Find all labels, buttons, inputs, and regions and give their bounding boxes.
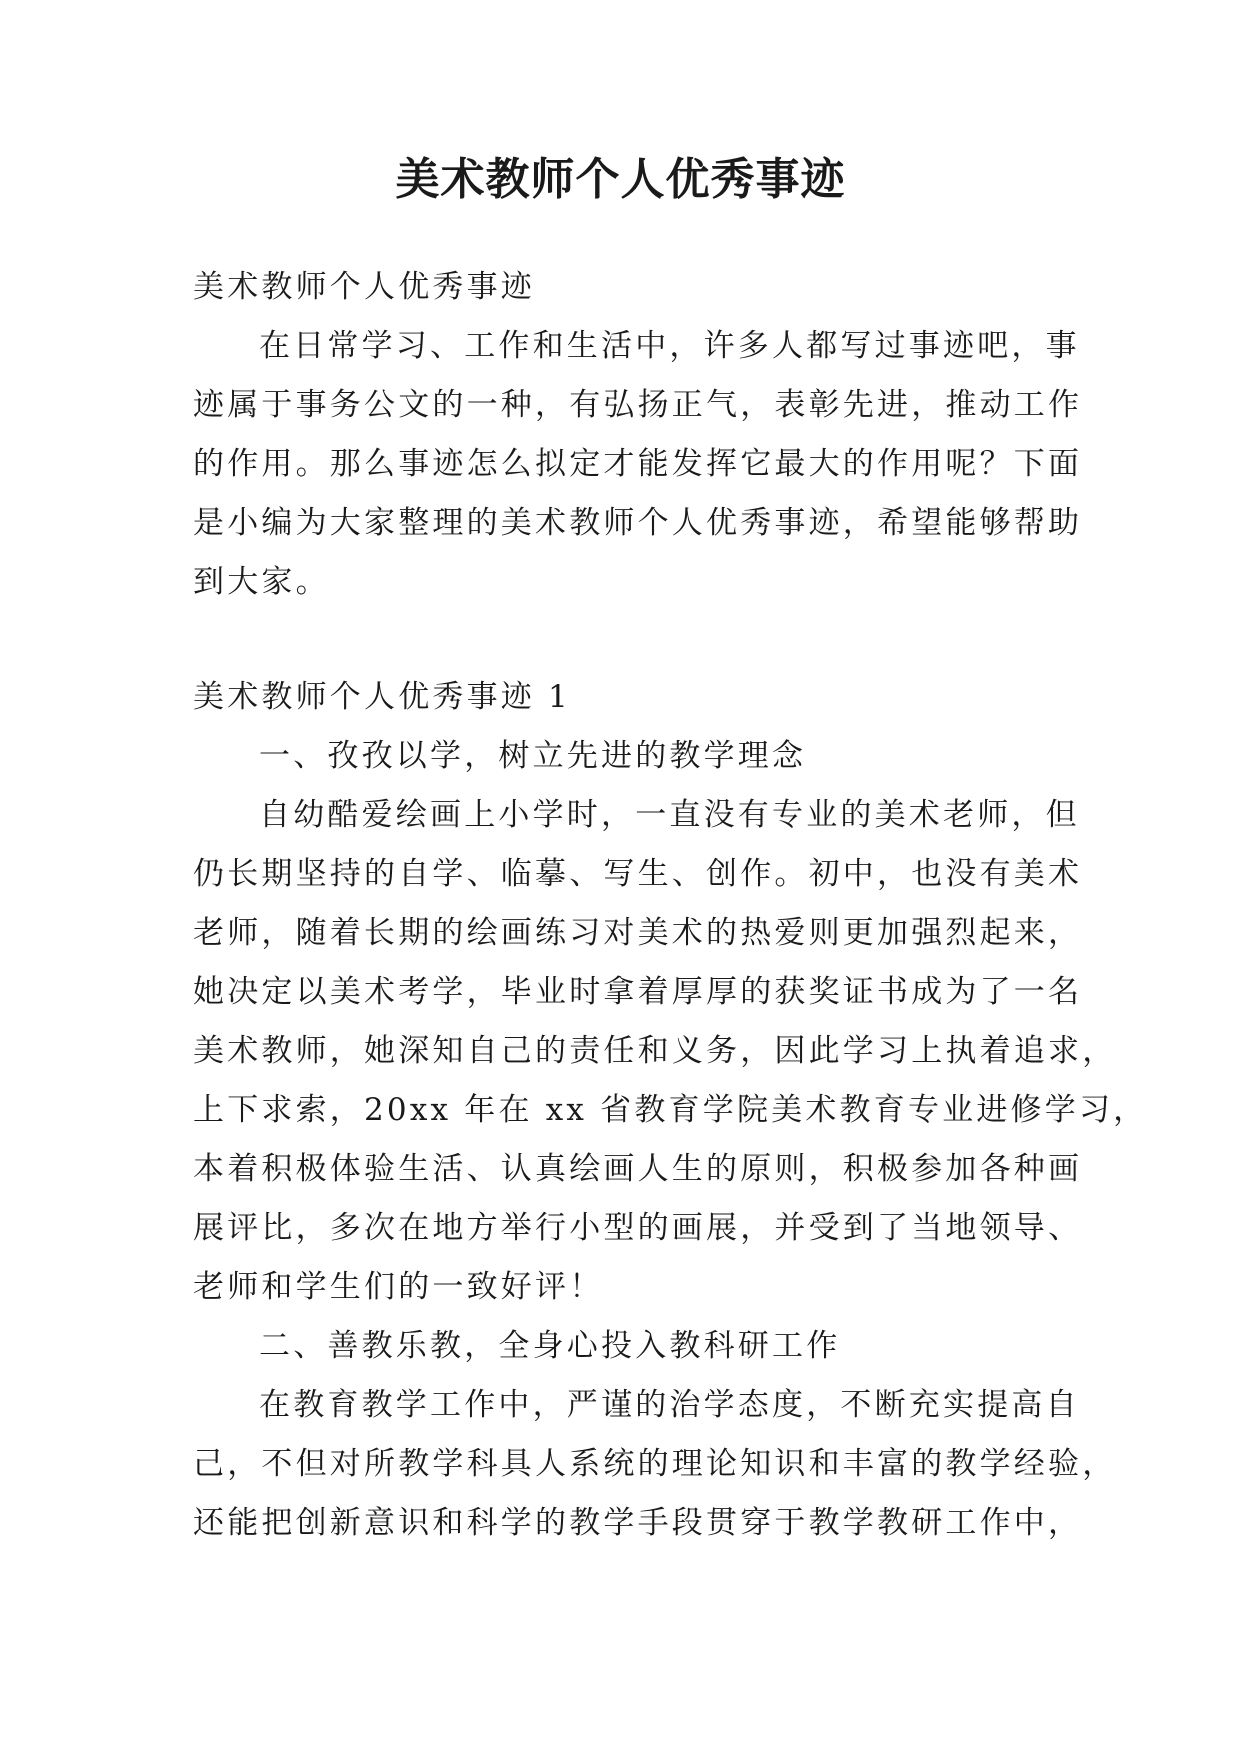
document-body (193, 258, 1148, 1553)
paragraph-line: 的作用。那么事迹怎么拟定才能发挥它最大的作用呢？下面 (193, 446, 1083, 482)
intro-heading: 美术教师个人优秀事迹 (193, 269, 535, 305)
part-heading: 二、善教乐教，全身心投入教科研工作 (259, 1328, 841, 1364)
paragraph-line: 是小编为大家整理的美术教师个人优秀事迹，希望能够帮助 (193, 505, 1083, 541)
paragraph-line: 自幼酷爱绘画上小学时，一直没有专业的美术老师，但 (259, 797, 1080, 833)
paragraph-line: 上下求索，20xx 年在 xx 省教育学院美术教育专业进修学习， (193, 1092, 1148, 1128)
paragraph-line: 在日常学习、工作和生活中，许多人都写过事迹吧，事 (259, 328, 1080, 364)
part-heading: 一、孜孜以学，树立先进的教学理念 (259, 738, 807, 774)
paragraph-line: 在教育教学工作中，严谨的治学态度，不断充实提高自 (259, 1387, 1080, 1423)
paragraph-line: 老师和学生们的一致好评！ (193, 1269, 604, 1305)
paragraph-line: 迹属于事务公文的一种，有弘扬正气，表彰先进，推动工作 (193, 387, 1083, 423)
paragraph-line: 展评比，多次在地方举行小型的画展，并受到了当地领导、 (193, 1210, 1083, 1246)
paragraph-line: 仍长期坚持的自学、临摹、写生、创作。初中，也没有美术 (193, 856, 1083, 892)
paragraph-line: 己，不但对所教学科具人系统的理论知识和丰富的教学经验， (193, 1446, 1117, 1482)
paragraph-line: 老师，随着长期的绘画练习对美术的热爱则更加强烈起来， (193, 915, 1083, 951)
paragraph-line: 美术教师，她深知自己的责任和义务，因此学习上执着追求， (193, 1033, 1117, 1069)
document-title: 美术教师个人优秀事迹 (395, 154, 846, 205)
paragraph-line: 本着积极体验生活、认真绘画人生的原则，积极参加各种画 (193, 1151, 1083, 1187)
paragraph-line: 她决定以美术考学，毕业时拿着厚厚的获奖证书成为了一名 (193, 974, 1083, 1010)
paragraph-line: 还能把创新意识和科学的教学手段贯穿于教学教研工作中， (193, 1505, 1083, 1541)
paragraph-line: 到大家。 (193, 564, 330, 600)
section-heading: 美术教师个人优秀事迹 1 (193, 679, 571, 715)
section-spacer (193, 612, 1073, 668)
